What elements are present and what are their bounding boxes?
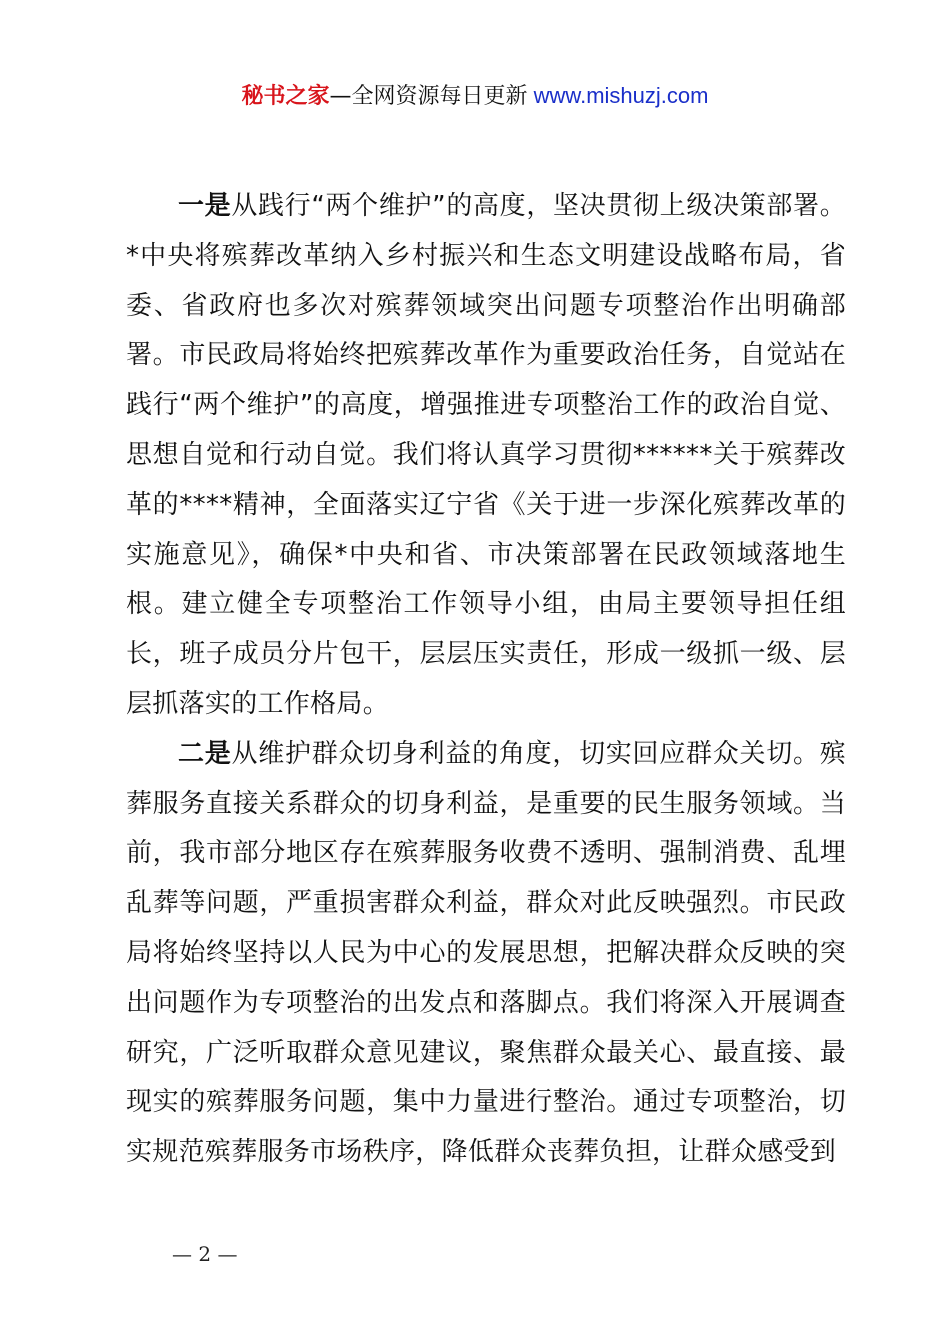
page-number: — 2 — [172, 1242, 238, 1266]
paragraph-text: 从践行“两个维护”的高度，坚决贯彻上级决策部署。*中央将殡葬改革纳入乡村振兴和生态文明建设战略布局，省委、省政府也多次对殡葬领域突出问题专项整治作出明确部署。市民政局将始终把殡葬改革作为重要政治任务，自觉站在践行“两个维护”的高度，增强推进专项整治工作的政治自觉、思想自觉和行动自觉。我们将认真学习贯彻******关于殡葬改革的****精神，全面落实辽宁省《关于进一步深化殡葬改革的实施意见》，确保*中央和省、市决策部署在民政领域落地生根。建立健全专项整治工作领导小组，由局主要领导担任组长，班子成员分片包干，层层压实责任，形成一级抓一级、层层抓落实的工作格局。 [126, 191, 846, 719]
paragraph-one [126, 182, 846, 730]
paragraph-text: 从维护群众切身利益的角度，切实回应群众关切。殡葬服务直接关系群众的切身利益，是重要的民生服务领域。当前，我市部分地区存在殡葬服务收费不透明、强制消费、乱埋乱葬等问题，严重损害群众利益，群众对此反映强烈。市民政局将始终坚持以人民为中心的发展思想，把解决群众反映的突出问题作为专项整治的出发点和落脚点。我们将深入开展调查研究，广泛听取群众意见建议，聚焦群众最关心、最直接、最现实的殡葬服务问题，集中力量进行整治。通过专项整治，切实规范殡葬服务市场秩序，降低群众丧葬负担，让群众感受到 [126, 738, 846, 1168]
paragraph-two [126, 730, 846, 1178]
site-url: www.mishuzj.com [527, 83, 709, 108]
paragraph-lead: 二是 [178, 738, 232, 769]
brand-slogan: —全网资源每日更新 [329, 84, 528, 109]
document-body [126, 182, 846, 1178]
brand-name: 秘书之家 [241, 84, 330, 109]
paragraph-lead: 一是 [178, 191, 232, 221]
site-watermark-header [0, 80, 950, 113]
